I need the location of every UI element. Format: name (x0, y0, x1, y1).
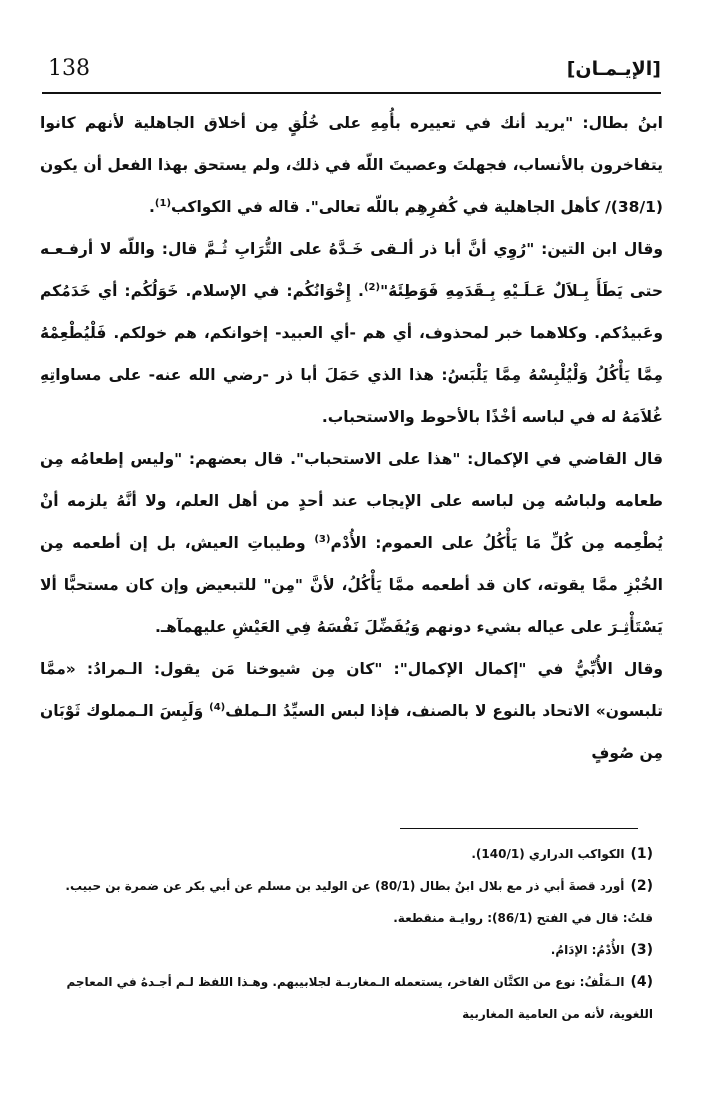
paragraph: وقال الأُبِّيُّ في "إكمال الإكمال": "كان مِن شيوخنا مَن يقول: الـمرادُ: «ممَّا تلبسون» الاتحاد بالنوع لا بالصنف، فإذا لبس السيِّدُ الـملف$^{(4)}$ وَلَبِسَ الـمملوك ثَوْبَان مِن صُوفٍ (40, 660, 663, 762)
footnote: (2)أورد قصةَ أبي ذر مع بلال ابنُ بطال (80/1) عن الوليد بن مسلم عن أبي بكر عن ضمرة بن حبيب. قلتُ: قال في الفتح (86/1): روايـة منقطعة. (65, 878, 653, 925)
footnotes (48, 838, 653, 1030)
footnote-ref[interactable]: (2) (363, 281, 381, 293)
paragraph: ابنُ بطال: "يريد أنك في تعييره بأُمِهِ على خُلُقٍ مِن أخلاق الجاهلية لأنهم كانوا يتفاخرون بالأنساب، فجهلتَ وعصيتَ اللّه في ذلك، ولم يستحق بهذا الفعل أن يكون (38/1)/ كأهل الجاهلية في كُفرِهِم باللّه تعالى". قاله في الكواكب$^{(1)}$. (40, 114, 663, 216)
paragraph: وقال ابن التين: "رُوِي أنَّ أبا ذر ألـقى خَـدَّهُ على التُّرَابِ ثُـمَّ قال: واللّه لا أرفـعـه حتى يَطَأَ بِـلاَلٌ عَـلَـيْهِ بِـقَدَمِهِ فَوَطِئَهُ"$^{(2)}$. إِخْوَانُكُم: في الإسلام. خَوَلُكُم: أي خَدَمُكم وعَبيدُكم. وكلاهما خبر لمحذوف، أي هم -أي العبيد- إخوانكم، هم خولكم. فَلْيُطْعِمْهُ مِمَّا يَأْكُلُ وَلْيُلْبِسْهُ مِمَّا يَلْبَسُ: هذا الذي حَمَلَ أبا ذر -رضي الله عنه- على مساواتِهِ غُلاَمَهُ له في لباسه أخْذًا بالأحوط والاستحباب. (40, 240, 663, 426)
footnote-ref[interactable]: (1) (154, 197, 172, 209)
footnote-ref[interactable]: (4) (209, 701, 226, 713)
main-text (40, 102, 663, 774)
running-head: [الإيـمـان] (566, 58, 661, 80)
header-rule (42, 92, 661, 94)
footnote-separator (400, 828, 638, 829)
footnote: (4)الـمَلْفُ: نوع من الكتَّان الفاخر، يستعمله الـمغاربـة لجلابيبهم. وهـذا اللفظ لـم أجـدهُ في المعاجم اللغوية، لأنه من العامية المغاربية (66, 974, 653, 1021)
page-header (42, 56, 661, 88)
footnote: (1)الكواكب الدراري (140/1). (471, 846, 653, 862)
footnote-ref[interactable]: (3) (314, 533, 331, 545)
footnote: (3)الأُدْمُ: الإدَامُ. (550, 942, 653, 958)
paragraph: قال القاضي في الإكمال: "هذا على الاستحباب". قال بعضهم: "وليس إطعامُه مِن طعامه ولباسُه مِن لباسه على الإيجاب عند أحدٍ من أهل العلم، ولا أنَّهُ يلزمه أنْ يُطْعِمه مِن كُلِّ مَا يَأْكُلُ على العموم: الأُدْم$^{(3)}$ وطيباتِ العيش، بل إن أطعمه مِن الخُبْزِ ممَّا يقوته، كان قد أطعمه ممَّا يَأْكُلُ، لأنَّ "مِن" للتبعيض وإن كان مستحبًّا ألا يَسْتَأْثِـرَ على عياله بشيء دونهم وَيُفَضِّلَ نَفْسَهُ فِي العَيْشِ عليهمآهـ. (40, 450, 663, 636)
page-number: 138 (48, 56, 90, 81)
